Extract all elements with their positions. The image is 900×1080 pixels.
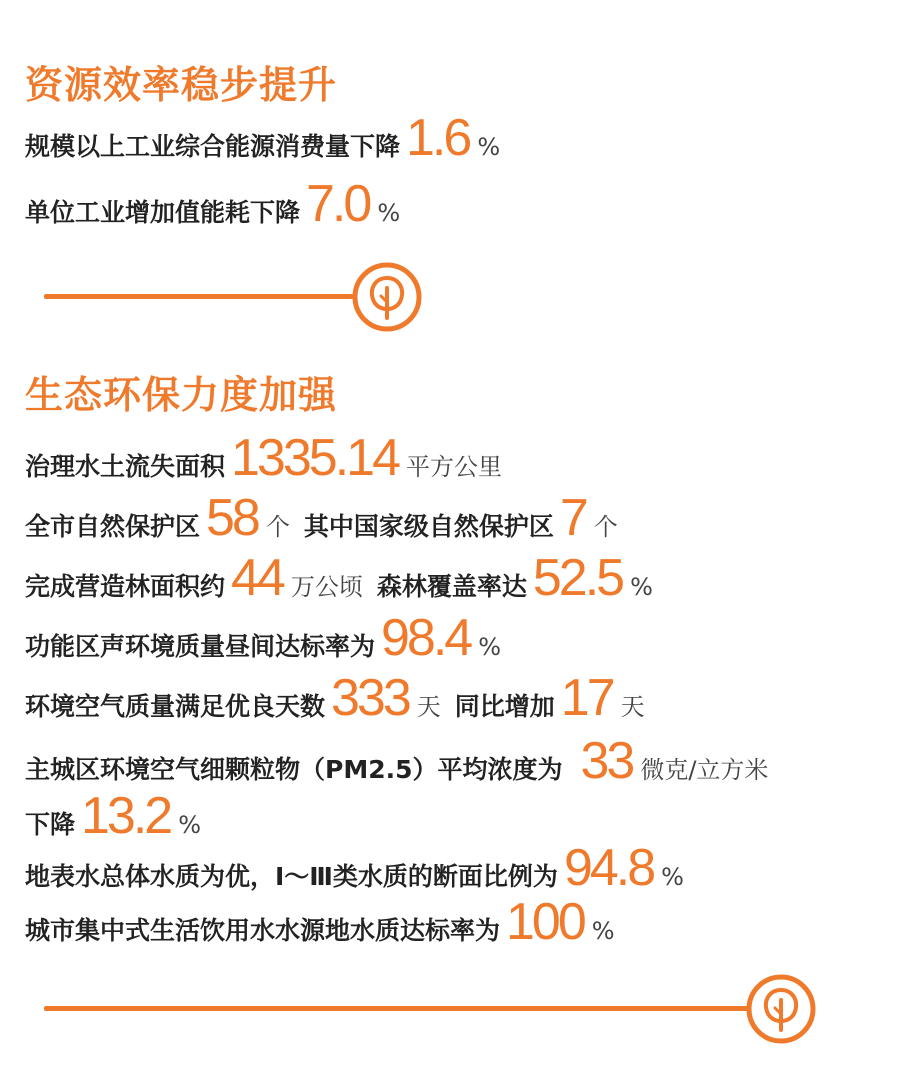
stat-label: 规模以上工业综合能源消费量下降 xyxy=(25,132,401,161)
stat-unit: % xyxy=(478,633,502,661)
stat-unit: 个 xyxy=(593,513,618,541)
stat-value: 1.6 xyxy=(406,109,470,167)
stat-value: 33 xyxy=(580,732,633,790)
stat-unit: 平方公里 xyxy=(405,453,502,481)
section-title-resource-efficiency: 资源效率稳步提升 xyxy=(25,63,338,107)
stat-label: 地表水总体水质为优，Ⅰ～Ⅲ类水质的断面比例为 xyxy=(25,862,558,891)
tree-icon xyxy=(746,974,816,1044)
stat-unit: 微克/立方米 xyxy=(640,756,769,784)
stat-unit: % xyxy=(661,863,684,891)
stat-value: 7.0 xyxy=(306,175,370,233)
stat-unit: 天 xyxy=(620,693,645,721)
stat-label: 主城区环境空气细颗粒物（PM2.5）平均浓度为 xyxy=(25,755,563,784)
stat-value: 58 xyxy=(206,489,258,547)
stat-unit: % xyxy=(377,199,401,227)
stat-unit: % xyxy=(477,133,501,161)
stat-label: 同比增加 xyxy=(454,692,555,721)
stat-unit: % xyxy=(178,811,202,839)
stat-value: 333 xyxy=(331,669,409,727)
stat-value: 44 xyxy=(231,549,283,607)
stat-value: 98.4 xyxy=(381,609,471,667)
stat-value: 94.8 xyxy=(563,839,654,897)
stat-unit: % xyxy=(591,917,615,945)
divider-line xyxy=(44,1006,748,1011)
stat-unit: 天 xyxy=(416,693,441,721)
stat-label: 环境空气质量满足优良天数 xyxy=(25,692,326,721)
stat-label: 治理水土流失面积 xyxy=(25,452,226,481)
stat-row-noise xyxy=(25,609,502,667)
stat-row-pm25 xyxy=(25,732,769,790)
stat-row-nature-reserves xyxy=(25,489,618,547)
stat-label: 单位工业增加值能耗下降 xyxy=(25,198,301,227)
stat-value: 52.5 xyxy=(532,549,623,607)
stat-value: 1335.14 xyxy=(231,429,398,487)
stat-row-soil-erosion xyxy=(25,429,502,487)
tree-icon xyxy=(352,262,422,332)
stat-label: 下降 xyxy=(25,810,76,839)
stat-row-pm25-decrease xyxy=(25,787,202,845)
stat-row-energy-consumption xyxy=(25,109,501,167)
stat-label: 城市集中式生活饮用水水源地水质达标率为 xyxy=(25,916,501,945)
stat-label: 其中国家级自然保护区 xyxy=(303,512,554,541)
stat-unit: 个 xyxy=(265,513,290,541)
stat-row-forest xyxy=(25,549,653,607)
stat-value: 13.2 xyxy=(81,787,171,845)
stat-label: 功能区声环境质量昼间达标率为 xyxy=(25,632,376,661)
section-title-eco-protection: 生态环保力度加强 xyxy=(25,373,338,417)
divider-line xyxy=(44,294,354,299)
stat-value: 7 xyxy=(559,489,586,547)
stat-label: 完成营造林面积约 xyxy=(25,572,226,601)
stat-label: 全市自然保护区 xyxy=(25,512,201,541)
stat-row-drinking-water xyxy=(25,893,615,951)
stat-value: 100 xyxy=(506,893,584,951)
stat-unit: % xyxy=(630,573,653,601)
stat-value: 17 xyxy=(560,669,613,727)
stat-unit: 万公顷 xyxy=(290,573,363,601)
stat-row-surface-water xyxy=(25,839,684,897)
stat-row-energy-intensity xyxy=(25,175,401,233)
stat-row-air-quality-days xyxy=(25,669,645,727)
stat-label: 森林覆盖率达 xyxy=(376,572,527,601)
